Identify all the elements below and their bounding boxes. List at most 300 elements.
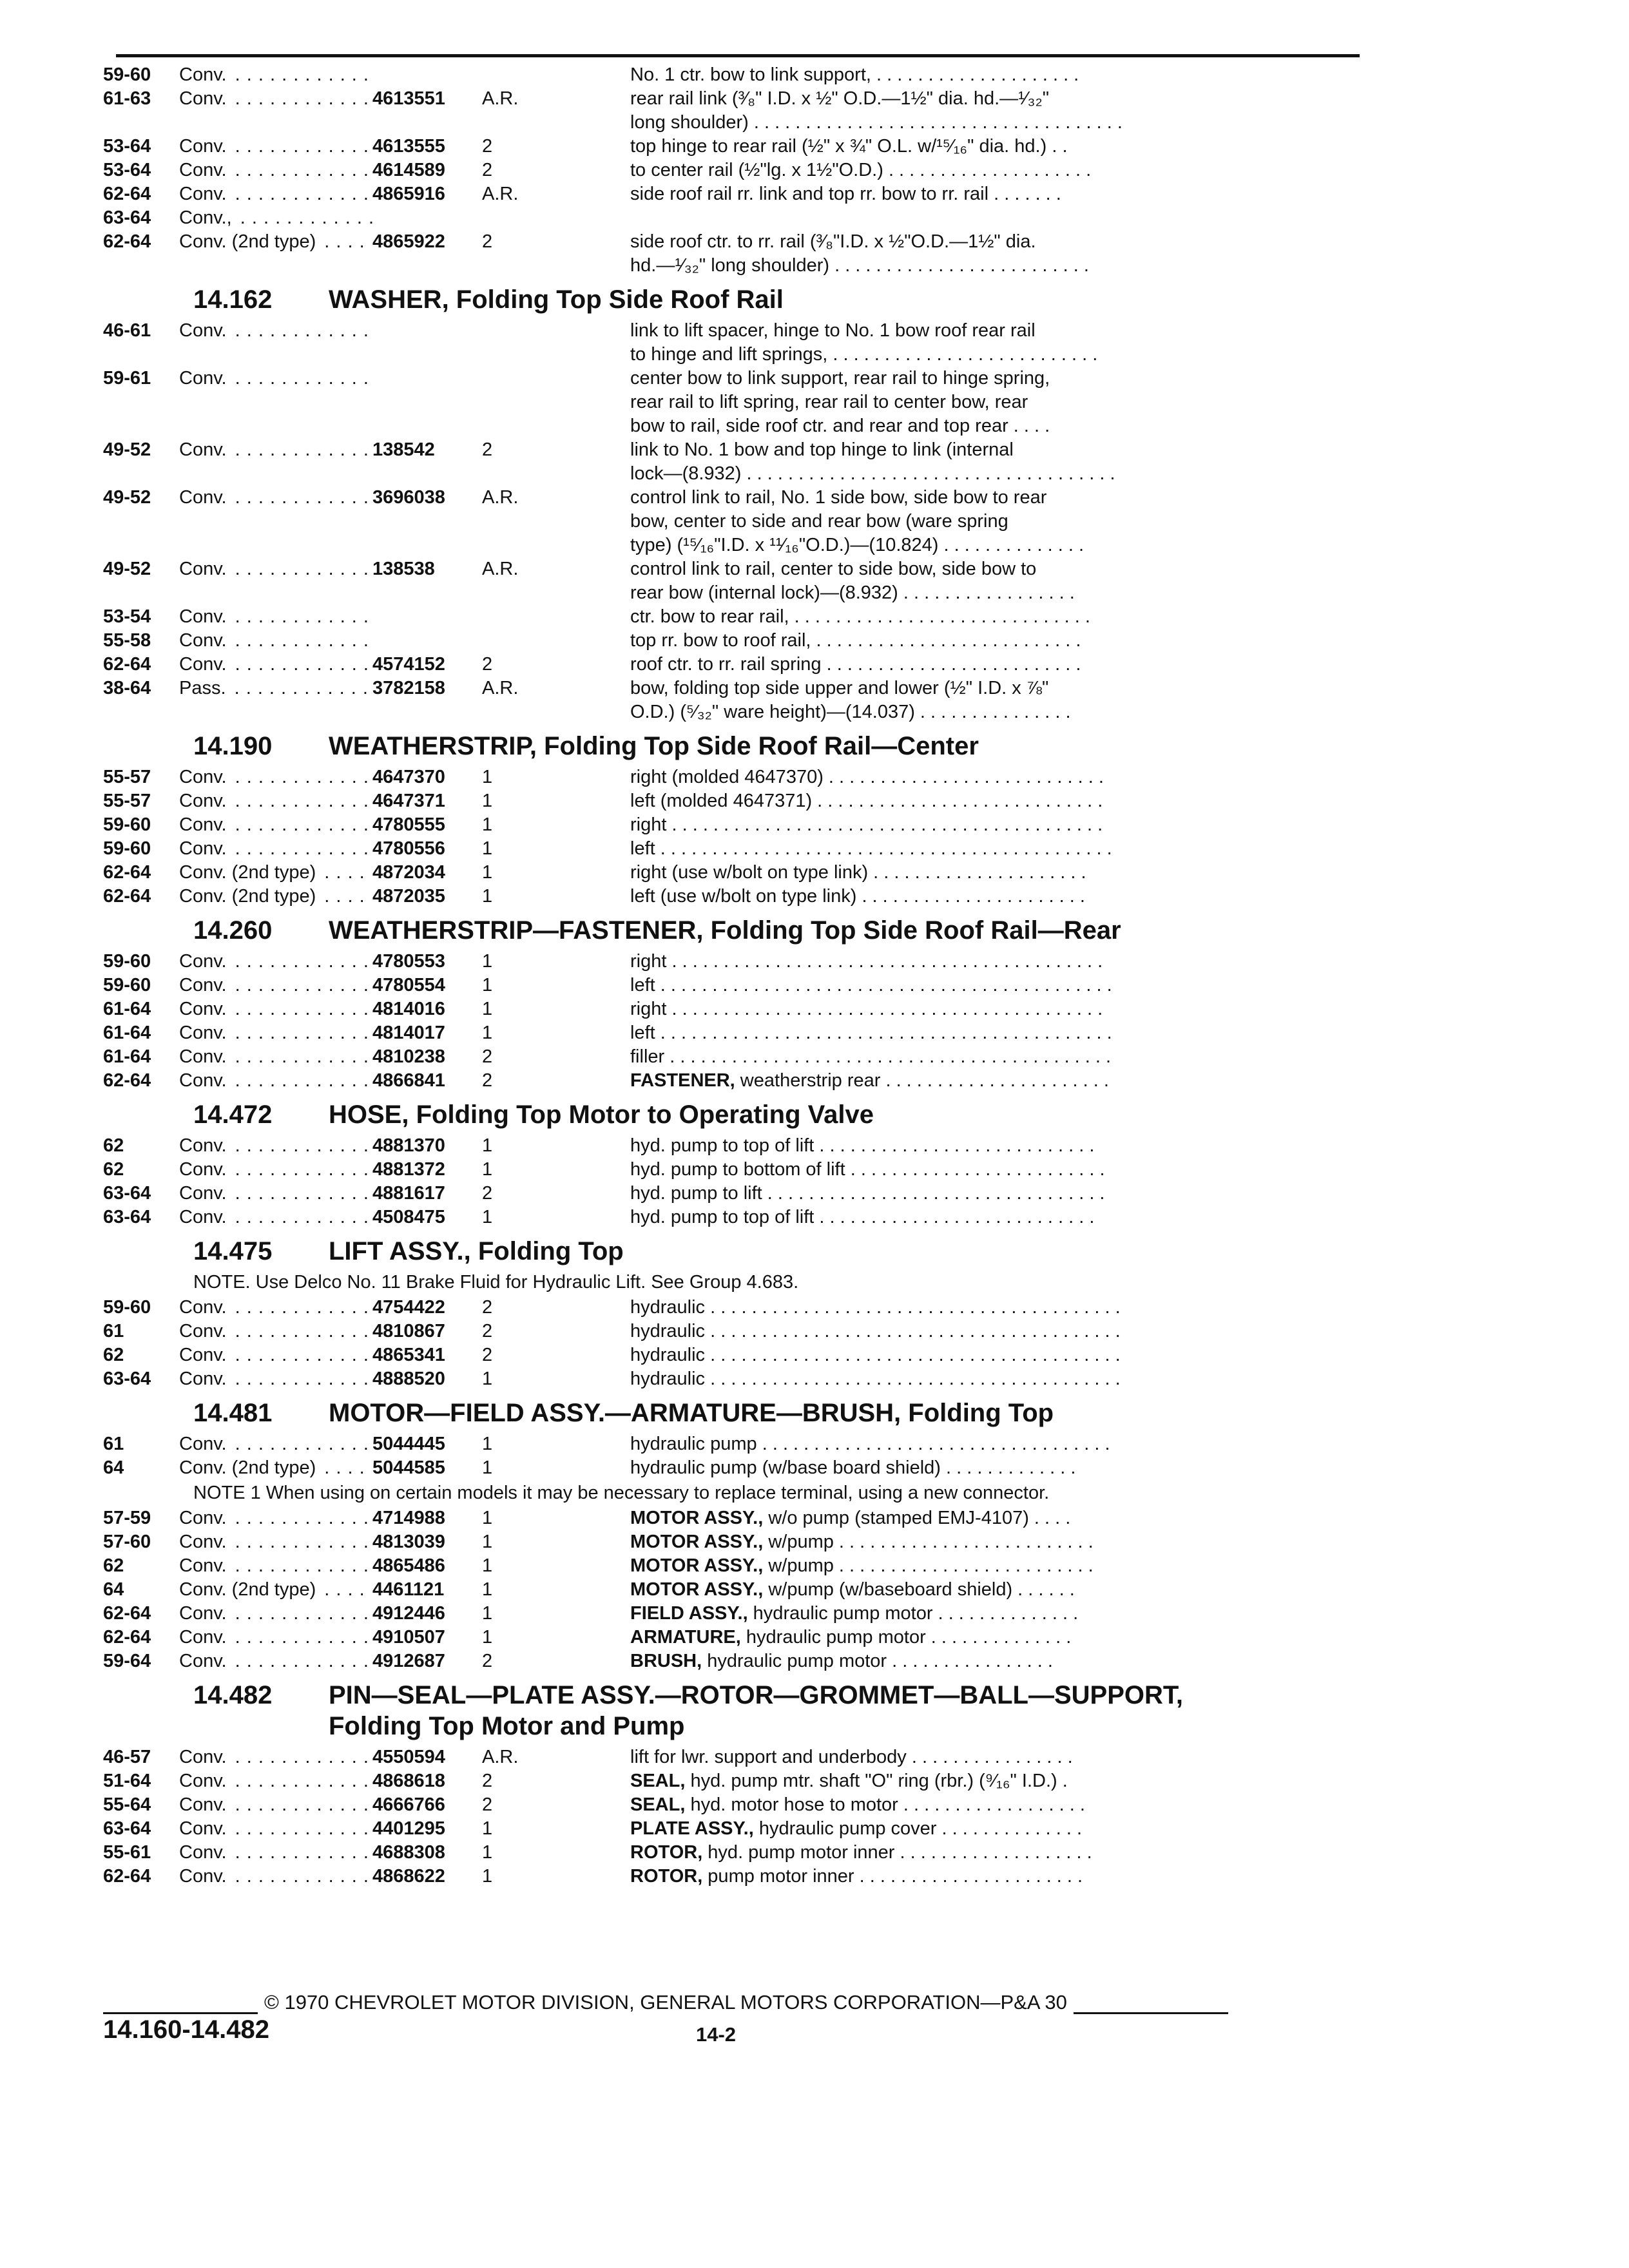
list-item	[103, 789, 1366, 813]
part-number: 4780556	[372, 838, 445, 859]
description-text: hydraulic . . . . . . . . . . . . . . . . . . . . . . . . . . . . . . . . . . . . . . . .	[630, 1297, 1121, 1318]
model	[179, 87, 372, 111]
quantity: 1	[482, 862, 493, 883]
description-bold: SEAL,	[630, 1771, 686, 1791]
description-text: link to No. 1 bow and top hinge to link (internal lock—(8.932) . . . . . . . . . . . . . . . . . . . . . . . . . . . . . . . . . . . .	[630, 439, 1115, 484]
quantity: 2	[482, 1046, 493, 1067]
model	[179, 1841, 372, 1865]
quantity: A.R.	[482, 487, 519, 508]
years: 61	[103, 1321, 124, 1341]
years: 62-64	[103, 1627, 151, 1648]
part-number: 4912446	[372, 1603, 445, 1624]
quantity: 1	[482, 1579, 493, 1600]
list-item	[103, 605, 1366, 629]
quantity: 1	[482, 1603, 493, 1624]
years: 59-64	[103, 1651, 151, 1671]
quantity: A.R.	[482, 184, 519, 204]
quantity: 2	[482, 136, 493, 157]
part-number: 4865916	[372, 184, 445, 204]
quantity: 2	[482, 1183, 493, 1204]
description-text: ctr. bow to rear rail, . . . . . . . . . . . . . . . . . . . . . . . . . . . . .	[630, 606, 1090, 627]
section-title: PIN—SEAL—PLATE ASSY.—ROTOR—GROMMET—BALL—SUPPORT,	[329, 1681, 1183, 1709]
list-item	[103, 1182, 1366, 1206]
years: 63-64	[103, 1183, 151, 1204]
description-text: left . . . . . . . . . . . . . . . . . . . . . . . . . . . . . . . . . . . . . . . . . . . .	[630, 975, 1112, 995]
section	[103, 1099, 1366, 1229]
years: 62-64	[103, 886, 151, 907]
description	[630, 1602, 1366, 1626]
quantity: 1	[482, 1434, 493, 1454]
model	[179, 319, 372, 343]
list-item	[103, 367, 1366, 438]
list-item	[103, 861, 1366, 885]
description	[630, 1134, 1366, 1158]
quantity: 1	[482, 1457, 493, 1478]
description-text: hyd. pump to top of lift . . . . . . . . . . . . . . . . . . . . . . . . . . .	[630, 1207, 1095, 1227]
part-number: 138538	[372, 559, 435, 579]
description-text: control link to rail, center to side bow, side bow to rear bow (internal lock)—(8.932) . . . . . . . . . . . . . . . . .	[630, 559, 1075, 603]
model-text: Conv.	[179, 1183, 229, 1204]
description	[630, 1069, 1366, 1093]
years: 62-64	[103, 231, 151, 252]
model-text: Conv. (2nd type)	[179, 1457, 318, 1478]
years: 64	[103, 1457, 124, 1478]
section-note: NOTE 1 When using on certain models it may be necessary to replace terminal, using a new connector.	[193, 1483, 1050, 1503]
description-text: right . . . . . . . . . . . . . . . . . . . . . . . . . . . . . . . . . . . . . . . . . .	[630, 999, 1103, 1019]
part-number: 4810238	[372, 1046, 445, 1067]
years: 61-63	[103, 88, 151, 109]
list-item	[103, 1021, 1366, 1045]
part-number: 4461121	[372, 1579, 445, 1600]
quantity: 2	[482, 1070, 493, 1091]
description-text: hydraulic . . . . . . . . . . . . . . . . . . . . . . . . . . . . . . . . . . . . . . . .	[630, 1369, 1121, 1389]
quantity: 1	[482, 1369, 493, 1389]
quantity: 1	[482, 814, 493, 835]
description	[630, 1432, 1366, 1456]
years: 63-64	[103, 1369, 151, 1389]
description-text: hyd. pump to lift . . . . . . . . . . . . . . . . . . . . . . . . . . . . . . . . .	[630, 1183, 1105, 1204]
model	[179, 1296, 372, 1320]
part-number: 4865486	[372, 1555, 445, 1576]
quantity: 1	[482, 1842, 493, 1863]
model	[179, 1745, 372, 1769]
description	[630, 1817, 1366, 1841]
list-item	[103, 837, 1366, 861]
part-number: 4613551	[372, 88, 445, 109]
description	[630, 1320, 1366, 1343]
model-text: Conv.	[179, 1023, 229, 1043]
model-text: Conv.	[179, 1434, 229, 1454]
years: 49-52	[103, 559, 151, 579]
model	[179, 1530, 372, 1554]
description	[630, 1745, 1366, 1769]
description	[630, 1206, 1366, 1229]
model-text: Conv.	[179, 1866, 229, 1887]
list-item	[103, 486, 1366, 557]
section-heading	[103, 1680, 1366, 1742]
quantity: A.R.	[482, 678, 519, 698]
description	[630, 319, 1366, 367]
description-text: hyd. motor hose to motor . . . . . . . . . . . . . . . . . .	[685, 1794, 1085, 1815]
section-title: WEATHERSTRIP—FASTENER, Folding Top Side Roof Rail—Rear	[329, 916, 1121, 945]
model-text: Conv.	[179, 184, 229, 204]
model	[179, 765, 372, 789]
section-heading	[103, 284, 1366, 315]
description-text: hydraulic . . . . . . . . . . . . . . . . . . . . . . . . . . . . . . . . . . . . . . . .	[630, 1321, 1121, 1341]
list-item	[103, 1530, 1366, 1554]
description	[630, 135, 1366, 159]
model-text: Conv. (2nd type)	[179, 231, 318, 252]
list-item	[103, 1134, 1366, 1158]
description-text: bow, folding top side upper and lower (½" I.D. x ⅞" O.D.) (⁵⁄₃₂" ware height)—(14.037) . . . . . . . . . . . . . . .	[630, 678, 1071, 722]
model	[179, 1343, 372, 1367]
model-text: Conv. (2nd type)	[179, 886, 318, 907]
list-item	[103, 63, 1366, 87]
part-number: 4401295	[372, 1818, 445, 1839]
description	[630, 677, 1366, 724]
years: 55-58	[103, 630, 151, 651]
section-title-wrap	[329, 1099, 874, 1130]
model	[179, 950, 372, 974]
description-bold: PLATE ASSY.,	[630, 1818, 754, 1839]
quantity: 2	[482, 1794, 493, 1815]
model	[179, 1045, 372, 1069]
model	[179, 1626, 372, 1649]
model-text: Conv.	[179, 814, 229, 835]
description-bold: ROTOR,	[630, 1842, 703, 1863]
part-number: 4688308	[372, 1842, 445, 1863]
footer-range: 14.160-14.482	[103, 2015, 270, 2044]
list-item	[103, 1045, 1366, 1069]
description	[630, 438, 1366, 486]
model-text: Conv.	[179, 320, 229, 341]
list-item	[103, 653, 1366, 677]
description	[630, 813, 1366, 837]
description-text: filler . . . . . . . . . . . . . . . . . . . . . . . . . . . . . . . . . . . . . . . . . . .	[630, 1046, 1112, 1067]
footer-copyright: © 1970 CHEVROLET MOTOR DIVISION, GENERAL MOTORS CORPORATION—P&A 30	[264, 1991, 1067, 2013]
years: 61-64	[103, 1023, 151, 1043]
model	[179, 1865, 372, 1888]
description-text: hydraulic pump motor . . . . . . . . . . . . . . . .	[702, 1651, 1053, 1671]
section	[103, 1398, 1366, 1673]
description	[630, 837, 1366, 861]
footer-rule-right	[1074, 2012, 1228, 2014]
model-text: Conv.	[179, 88, 229, 109]
years: 59-60	[103, 975, 151, 995]
part-number: 4813039	[372, 1532, 445, 1552]
list-item	[103, 1206, 1366, 1229]
footer-rule-left	[103, 2012, 258, 2014]
list-item	[103, 1554, 1366, 1578]
description-text: to center rail (½"lg. x 1½"O.D.) . . . . . . . . . . . . . . . . . . . .	[630, 160, 1092, 180]
section-title-wrap	[329, 915, 1121, 946]
list-item	[103, 677, 1366, 724]
years: 62	[103, 1555, 124, 1576]
description-text: w/pump . . . . . . . . . . . . . . . . . . . . . . . . .	[763, 1555, 1094, 1576]
description	[630, 861, 1366, 885]
model-text: Conv.	[179, 1135, 229, 1156]
model-text: Conv.	[179, 767, 229, 787]
model-text: Conv.	[179, 1321, 229, 1341]
description	[630, 885, 1366, 908]
section-title: WASHER, Folding Top Side Roof Rail	[329, 285, 784, 314]
model-text: Conv. (2nd type)	[179, 862, 318, 883]
page-number: 14-2	[696, 2023, 737, 2046]
model	[179, 1649, 372, 1673]
model-text: Conv.	[179, 1070, 229, 1091]
part-number: 4872034	[372, 862, 445, 883]
model	[179, 1554, 372, 1578]
years: 62-64	[103, 654, 151, 675]
part-number: 4866841	[372, 1070, 445, 1091]
list-item	[103, 1865, 1366, 1888]
list-item	[103, 206, 1366, 230]
quantity: 2	[482, 231, 493, 252]
description-text: left . . . . . . . . . . . . . . . . . . . . . . . . . . . . . . . . . . . . . . . . . . . .	[630, 838, 1112, 859]
description-text: w/pump . . . . . . . . . . . . . . . . . . . . . . . . .	[763, 1532, 1094, 1552]
model	[179, 1134, 372, 1158]
description-bold: MOTOR ASSY.,	[630, 1555, 764, 1576]
model	[179, 1158, 372, 1182]
model	[179, 135, 372, 159]
model-text: Conv.	[179, 1555, 229, 1576]
description	[630, 63, 1366, 87]
quantity: 1	[482, 1207, 493, 1227]
section-title: MOTOR—FIELD ASSY.—ARMATURE—BRUSH, Folding Top	[329, 1399, 1054, 1427]
years: 64	[103, 1579, 124, 1600]
description	[630, 1021, 1366, 1045]
section-subtitle: Folding Top Motor and Pump	[329, 1712, 685, 1740]
model-text: Conv.	[179, 439, 229, 460]
quantity: 1	[482, 1532, 493, 1552]
part-number: 4780554	[372, 975, 445, 995]
description-text: right (use w/bolt on type link) . . . . . . . . . . . . . . . . . . . . .	[630, 862, 1086, 883]
description	[630, 605, 1366, 629]
model	[179, 1817, 372, 1841]
section-heading	[103, 1099, 1366, 1130]
model	[179, 182, 372, 206]
list-item	[103, 438, 1366, 486]
list-item	[103, 182, 1366, 206]
description-text: right (molded 4647370) . . . . . . . . . . . . . . . . . . . . . . . . . . .	[630, 767, 1104, 787]
model	[179, 1432, 372, 1456]
model-text: Conv.	[179, 1532, 229, 1552]
description-text: hydraulic pump (w/base board shield) . . . . . . . . . . . . .	[630, 1457, 1076, 1478]
quantity: 1	[482, 1135, 493, 1156]
years: 53-54	[103, 606, 151, 627]
section-title-wrap	[329, 1680, 1183, 1742]
model-text: Conv.	[179, 1747, 229, 1767]
list-item	[103, 1296, 1366, 1320]
years: 63-64	[103, 1818, 151, 1839]
quantity: 1	[482, 975, 493, 995]
model-text: Conv.	[179, 1508, 229, 1528]
list-item	[103, 1649, 1366, 1673]
description-text: left . . . . . . . . . . . . . . . . . . . . . . . . . . . . . . . . . . . . . . . . . . . .	[630, 1023, 1112, 1043]
model	[179, 1069, 372, 1093]
part-number: 4868618	[372, 1771, 445, 1791]
section	[103, 1680, 1366, 1888]
model-text: Conv.	[179, 791, 229, 811]
part-number: 138542	[372, 439, 435, 460]
model-text: Conv.	[179, 606, 229, 627]
quantity: 1	[482, 1508, 493, 1528]
description	[630, 1769, 1366, 1793]
description	[630, 230, 1366, 278]
description	[630, 789, 1366, 813]
years: 46-57	[103, 1747, 151, 1767]
part-number: 4881617	[372, 1183, 445, 1204]
section-title-wrap	[329, 284, 784, 315]
model	[179, 1367, 372, 1391]
description	[630, 765, 1366, 789]
part-number: 4881370	[372, 1135, 445, 1156]
years: 59-61	[103, 368, 151, 389]
years: 38-64	[103, 678, 151, 698]
list-item	[103, 87, 1366, 135]
description-bold: MOTOR ASSY.,	[630, 1508, 764, 1528]
model-text: Conv.	[179, 136, 229, 157]
description	[630, 1865, 1366, 1888]
model-text: Conv.	[179, 1207, 229, 1227]
part-number: 4872035	[372, 886, 445, 907]
part-number: 4647370	[372, 767, 445, 787]
list-item	[103, 1841, 1366, 1865]
model-text: Conv.	[179, 368, 229, 389]
list-item	[103, 885, 1366, 908]
description-bold: MOTOR ASSY.,	[630, 1532, 764, 1552]
part-number: 4550594	[372, 1747, 445, 1767]
part-number: 4912687	[372, 1651, 445, 1671]
description-text: control link to rail, No. 1 side bow, side bow to rear bow, center to side and rear bow (ware spring type) (¹⁵⁄₁₆"I.D. x ¹¹⁄₁₆"O.D.)—(10.824) . . . . . . . . . . . . . .	[630, 487, 1084, 555]
model-text: Conv.	[179, 1345, 229, 1365]
model-text: Conv.	[179, 999, 229, 1019]
model-text: Conv.	[179, 1818, 229, 1839]
section-heading	[103, 1398, 1366, 1428]
quantity: 2	[482, 1297, 493, 1318]
sections	[103, 284, 1366, 1888]
section-number: 14.481	[193, 1399, 273, 1427]
part-number: 3782158	[372, 678, 445, 698]
description	[630, 997, 1366, 1021]
model-text: Conv.	[179, 1369, 229, 1389]
description-bold: FASTENER,	[630, 1070, 735, 1091]
model	[179, 1456, 372, 1480]
model-text: Conv.	[179, 951, 229, 972]
part-number: 4647371	[372, 791, 445, 811]
quantity: 1	[482, 1818, 493, 1839]
description	[630, 367, 1366, 438]
quantity: 2	[482, 160, 493, 180]
part-number: 4714988	[372, 1508, 445, 1528]
section-title: WEATHERSTRIP, Folding Top Side Roof Rail—Center	[329, 732, 979, 760]
part-number: 4810867	[372, 1321, 445, 1341]
quantity: 1	[482, 791, 493, 811]
years: 49-52	[103, 487, 151, 508]
section	[103, 915, 1366, 1093]
section-number: 14.190	[193, 732, 273, 760]
description	[630, 1530, 1366, 1554]
years: 63-64	[103, 1207, 151, 1227]
description-text: right . . . . . . . . . . . . . . . . . . . . . . . . . . . . . . . . . . . . . . . . . .	[630, 951, 1103, 972]
description-text: left (molded 4647371) . . . . . . . . . . . . . . . . . . . . . . . . . . . .	[630, 791, 1103, 811]
model	[179, 653, 372, 677]
model	[179, 605, 372, 629]
model	[179, 813, 372, 837]
list-item	[103, 1158, 1366, 1182]
years: 62-64	[103, 862, 151, 883]
model	[179, 629, 372, 653]
model-text: Conv.	[179, 975, 229, 995]
model-text: Conv.	[179, 1046, 229, 1067]
list-item	[103, 765, 1366, 789]
quantity: 2	[482, 439, 493, 460]
quantity: 1	[482, 1023, 493, 1043]
quantity: 1	[482, 1159, 493, 1180]
section-heading	[103, 731, 1366, 762]
section-title-wrap	[329, 1236, 624, 1267]
top-rule	[116, 54, 1360, 57]
section	[103, 284, 1366, 724]
description-text: left (use w/bolt on type link) . . . . . . . . . . . . . . . . . . . . . .	[630, 886, 1085, 907]
description-text: top hinge to rear rail (½" x ¾" O.L. w/¹⁵⁄₁₆" dia. hd.) . .	[630, 136, 1068, 157]
quantity: A.R.	[482, 1747, 519, 1767]
description-text: w/o pump (stamped EMJ-4107) . . . .	[763, 1508, 1071, 1528]
list-item	[103, 1069, 1366, 1093]
model-text: Conv.	[179, 487, 229, 508]
description-text: weatherstrip rear . . . . . . . . . . . . . . . . . . . . . .	[735, 1070, 1109, 1091]
model-text: Conv.	[179, 1627, 229, 1648]
years: 55-57	[103, 791, 151, 811]
description	[630, 1343, 1366, 1367]
years: 55-64	[103, 1794, 151, 1815]
part-number: 4613555	[372, 136, 445, 157]
description	[630, 1456, 1366, 1480]
model-text: Conv.	[179, 838, 229, 859]
part-number: 4780555	[372, 814, 445, 835]
part-number: 4614589	[372, 160, 445, 180]
model-text: Conv.	[179, 1794, 229, 1815]
quantity: A.R.	[482, 559, 519, 579]
part-number: 5044585	[372, 1457, 445, 1478]
quantity: 1	[482, 1866, 493, 1887]
list-item	[103, 1769, 1366, 1793]
description-text: center bow to link support, rear rail to hinge spring, rear rail to lift spring, rear rail to center bow, rear bow to rail, side roof ctr. and rear and top rear . . . .	[630, 368, 1050, 436]
model-text: Conv.	[179, 160, 229, 180]
description-text: hydraulic . . . . . . . . . . . . . . . . . . . . . . . . . . . . . . . . . . . . . . . .	[630, 1345, 1121, 1365]
list-item	[103, 997, 1366, 1021]
model-text: Conv.	[179, 1297, 229, 1318]
part-number: 3696038	[372, 487, 445, 508]
quantity: 1	[482, 999, 493, 1019]
continued-rows	[103, 63, 1366, 278]
model	[179, 1602, 372, 1626]
description-bold: BRUSH,	[630, 1651, 702, 1671]
list-item	[103, 1506, 1366, 1530]
model	[179, 159, 372, 182]
section-heading	[103, 1236, 1366, 1267]
model	[179, 1793, 372, 1817]
description-text: hyd. pump to bottom of lift . . . . . . . . . . . . . . . . . . . . . . . . .	[630, 1159, 1105, 1180]
model-text: Conv.	[179, 654, 229, 675]
part-number: 4814016	[372, 999, 445, 1019]
description-text: w/pump (w/baseboard shield) . . . . . .	[763, 1579, 1075, 1600]
quantity: 1	[482, 886, 493, 907]
description-text: side roof rail rr. link and top rr. bow to rr. rail . . . . . . .	[630, 184, 1061, 204]
years: 62	[103, 1159, 124, 1180]
model-text: Conv.	[179, 1651, 229, 1671]
list-item	[103, 159, 1366, 182]
